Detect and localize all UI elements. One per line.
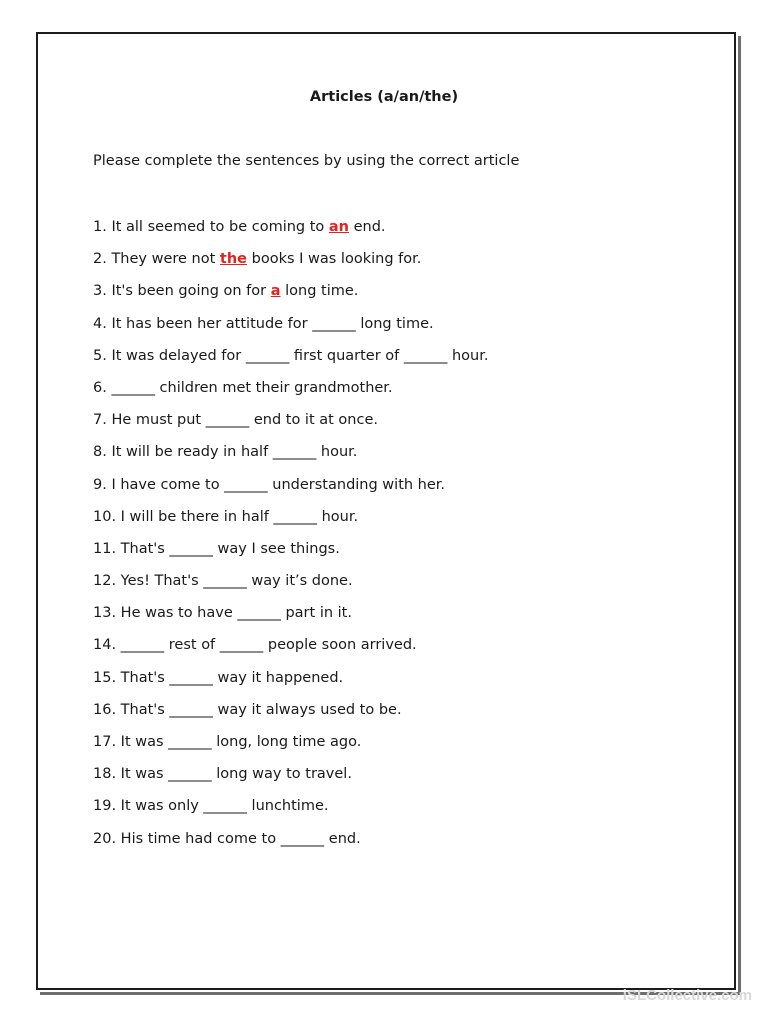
exercise-item-1 <box>93 218 488 250</box>
exercise-item-17: 17. It was ______ long, long time ago. <box>93 734 362 750</box>
exercise-item-2 <box>93 250 488 282</box>
exercise-item-19: 19. It was only ______ lunchtime. <box>93 798 329 815</box>
exercise-item-5: 5. It was delayed for ______ first quarter of ______ hour. <box>93 347 489 364</box>
answer-filled: an <box>328 219 349 235</box>
exercise-item-12: 12. Yes! That's ______ way it’s done. <box>93 573 353 590</box>
exercise-item-16: 16. That's ______ way it always used to be. <box>93 701 402 718</box>
exercise-item-7: 7. He must put ______ end to it at once. <box>93 412 378 429</box>
exercise-item-8: 8. It will be ready in half ______ hour. <box>93 444 358 461</box>
item-text: 1. It all seemed to be coming to <box>93 219 329 235</box>
exercise-item-20: 20. His time had come to ______ end. <box>93 830 361 847</box>
exercise-item-3 <box>93 282 488 314</box>
item-text: 3. It's been going on for <box>93 283 271 300</box>
exercise-item-18: 18. It was ______ long way to travel. <box>93 766 352 783</box>
instructions: Please complete the sentences by using the correct article <box>93 153 520 169</box>
site-watermark: iSLCollective.com <box>622 987 752 1004</box>
item-text: end. <box>349 219 386 235</box>
exercise-item-6: 6. ______ children met their grandmother. <box>93 379 393 396</box>
exercise-item-10: 10. I will be there in half ______ hour. <box>93 508 359 525</box>
item-text: 2. They were not <box>93 251 220 268</box>
answer-filled: the <box>219 251 248 268</box>
exercise-item-4: 4. It has been her attitude for ______ long time. <box>93 315 434 332</box>
item-text: long time. <box>280 283 359 300</box>
exercise-item-11: 11. That's ______ way I see things. <box>93 540 340 557</box>
answer-filled: a <box>270 283 281 300</box>
item-text: books I was looking for. <box>247 251 422 268</box>
exercise-item-15: 15. That's ______ way it happened. <box>93 669 344 686</box>
exercise-list <box>93 218 488 862</box>
exercise-item-13: 13. He was to have ______ part in it. <box>93 605 352 622</box>
worksheet-title: Articles (a/an/the) <box>309 89 459 105</box>
exercise-item-9: 9. I have come to ______ understanding with her. <box>93 476 446 493</box>
exercise-item-14: 14. ______ rest of ______ people soon arrived. <box>93 637 417 654</box>
